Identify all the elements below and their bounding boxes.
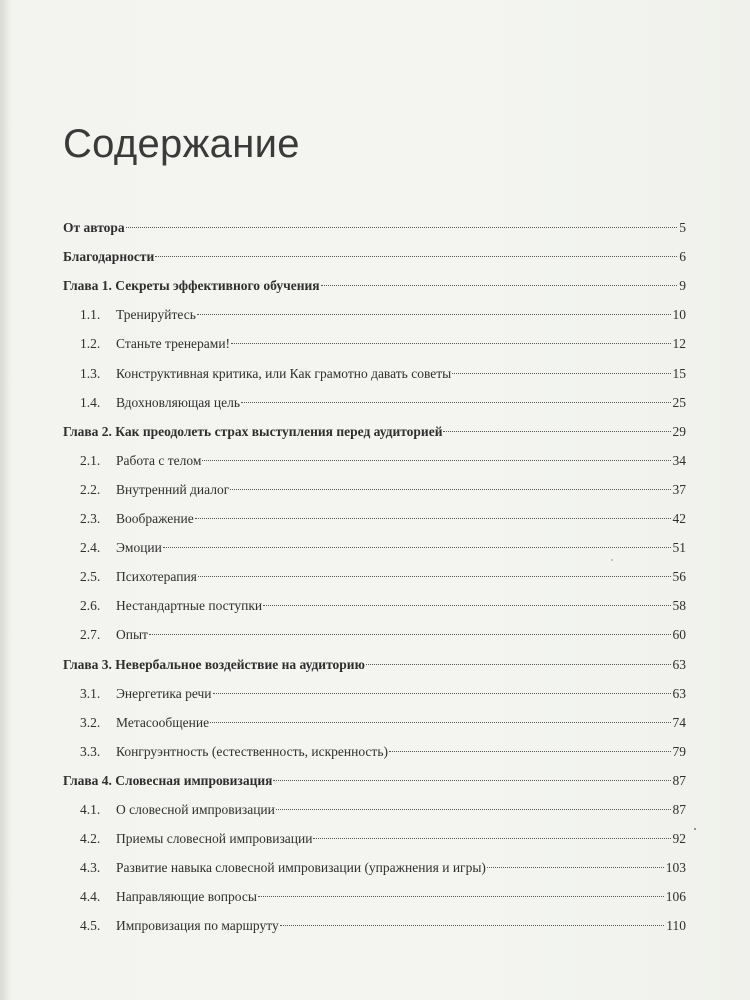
toc-section-entry [80, 684, 686, 704]
toc-leader-dots [366, 664, 671, 665]
toc-entry-label: Тренируйтесь [116, 307, 196, 322]
toc-chapter-entry [63, 655, 686, 675]
toc-leader-dots [313, 838, 670, 839]
toc-entry-label: Нестандартные поступки [116, 598, 263, 613]
toc-entry-page-number: 15 [672, 366, 686, 381]
toc-chapter-entry [63, 422, 686, 442]
toc-entry-label: Внутренний диалог [116, 482, 230, 497]
toc-entry-number: 3.2. [80, 715, 101, 730]
page-title: Содержание [63, 122, 300, 166]
toc-entry-page-number: 106 [665, 889, 686, 904]
toc-entry-number: 1.4. [80, 395, 101, 410]
toc-section-entry [80, 596, 686, 616]
toc-entry-number: 2.1. [80, 453, 101, 468]
toc-entry-page-number: 6 [679, 249, 686, 264]
toc-entry-label: Глава 1. Секреты эффективного обучения [63, 278, 320, 293]
toc-entry-page-number: 87 [672, 802, 686, 817]
toc-entry-number: 2.3. [80, 511, 101, 526]
toc-leader-dots [276, 809, 671, 810]
toc-section-entry [80, 480, 686, 500]
toc-entry-page-number: 74 [672, 715, 686, 730]
toc-entry-number: 1.1. [80, 307, 101, 322]
toc-leader-dots [198, 576, 671, 577]
toc-entry-page-number: 34 [672, 453, 686, 468]
toc-entry-label: Вдохновляющая цель [116, 395, 240, 410]
toc-entry-number: 2.2. [80, 482, 101, 497]
paper-speck [694, 828, 696, 830]
toc-entry-number: 2.5. [80, 569, 101, 584]
toc-section-entry [80, 625, 686, 645]
toc-chapter-entry [63, 276, 686, 296]
toc-entry-number: 4.2. [80, 831, 101, 846]
toc-leader-dots [389, 751, 671, 752]
toc-section-entry [80, 509, 686, 529]
toc-entry-number: 1.2. [80, 336, 101, 351]
toc-leader-dots [280, 925, 665, 926]
toc-chapter-entry [63, 771, 686, 791]
toc-entry-label: Конгруэнтность (естественность, искренность) [116, 744, 388, 759]
toc-entry-label: Глава 2. Как преодолеть страх выступления перед аудиторией [63, 424, 443, 439]
toc-leader-dots [258, 896, 664, 897]
toc-entry-label: Глава 4. Словесная импровизация [63, 773, 273, 788]
toc-entry-page-number: 58 [672, 598, 686, 613]
toc-section-entry [80, 887, 686, 907]
toc-leader-dots [231, 343, 670, 344]
toc-section-entry [80, 829, 686, 849]
toc-leader-dots [443, 431, 670, 432]
toc-entry-label: Работа с телом [116, 453, 202, 468]
toc-section-entry [80, 364, 686, 384]
toc-entry-label: Развитие навыка словесной импровизации (упражнения и игры) [116, 860, 486, 875]
toc-entry-label: Энергетика речи [116, 686, 212, 701]
toc-entry-page-number: 92 [672, 831, 686, 846]
toc-leader-dots [195, 518, 671, 519]
toc-entry-label: Глава 3. Невербальное воздействие на аудиторию [63, 657, 365, 672]
toc-entry-page-number: 12 [672, 336, 686, 351]
toc-entry-label: Метасообщение [116, 715, 210, 730]
toc-leader-dots [241, 402, 671, 403]
toc-entry-page-number: 63 [672, 657, 686, 672]
toc-entry-page-number: 29 [672, 424, 686, 439]
toc-chapter-entry [63, 218, 686, 238]
toc-entry-label: Психотерапия [116, 569, 197, 584]
toc-leader-dots [202, 460, 670, 461]
toc-leader-dots [149, 634, 671, 635]
toc-leader-dots [230, 489, 670, 490]
toc-entry-number: 4.3. [80, 860, 101, 875]
toc-section-entry [80, 742, 686, 762]
toc-entry-number: 3.1. [80, 686, 101, 701]
toc-entry-page-number: 79 [672, 744, 686, 759]
toc-entry-number: 2.6. [80, 598, 101, 613]
toc-entry-label: О словесной импровизации [116, 802, 275, 817]
toc-entry-label: Импровизация по маршруту [116, 918, 279, 933]
toc-leader-dots [213, 693, 671, 694]
toc-entry-page-number: 42 [672, 511, 686, 526]
toc-leader-dots [155, 256, 677, 257]
toc-entry-label: От автора [63, 220, 125, 235]
toc-entry-page-number: 5 [679, 220, 686, 235]
toc-entry-label: Благодарности [63, 249, 155, 264]
toc-entry-label: Воображение [116, 511, 194, 526]
toc-section-entry [80, 334, 686, 354]
toc-section-entry [80, 916, 686, 936]
toc-section-entry [80, 538, 686, 558]
toc-entry-page-number: 37 [672, 482, 686, 497]
toc-entry-number: 4.5. [80, 918, 101, 933]
toc-entry-page-number: 87 [672, 773, 686, 788]
toc-leader-dots [321, 285, 678, 286]
toc-entry-page-number: 25 [672, 395, 686, 410]
toc-entry-number: 1.3. [80, 366, 101, 381]
toc-leader-dots [210, 722, 670, 723]
toc-section-entry [80, 451, 686, 471]
toc-entry-page-number: 110 [666, 918, 686, 933]
toc-leader-dots [126, 227, 678, 228]
toc-entry-number: 4.1. [80, 802, 101, 817]
toc-leader-dots [273, 780, 670, 781]
toc-entry-page-number: 60 [672, 627, 686, 642]
toc-chapter-entry [63, 247, 686, 267]
toc-entry-number: 2.7. [80, 627, 101, 642]
toc-section-entry [80, 858, 686, 878]
toc-entry-number: 3.3. [80, 744, 101, 759]
paper-speck [611, 559, 613, 561]
toc-leader-dots [487, 867, 664, 868]
toc-entry-label: Эмоции [116, 540, 162, 555]
toc-entry-page-number: 51 [672, 540, 686, 555]
toc-entry-number: 4.4. [80, 889, 101, 904]
toc-section-entry [80, 393, 686, 413]
toc-entry-page-number: 63 [672, 686, 686, 701]
toc-entry-page-number: 56 [672, 569, 686, 584]
toc-section-entry [80, 800, 686, 820]
toc-section-entry [80, 567, 686, 587]
toc-entry-label: Конструктивная критика, или Как грамотно давать советы [116, 366, 452, 381]
toc-entry-label: Приемы словесной импровизации [116, 831, 313, 846]
toc-section-entry [80, 305, 686, 325]
toc-leader-dots [263, 605, 670, 606]
toc-entry-page-number: 103 [665, 860, 686, 875]
toc-entry-page-number: 10 [672, 307, 686, 322]
toc-leader-dots [163, 547, 671, 548]
toc-entry-label: Станьте тренерами! [116, 336, 231, 351]
toc-entry-label: Направляющие вопросы [116, 889, 257, 904]
toc-entry-page-number: 9 [679, 278, 686, 293]
toc-leader-dots [197, 314, 671, 315]
toc-entry-label: Опыт [116, 627, 148, 642]
toc-section-entry [80, 713, 686, 733]
toc-leader-dots [452, 373, 670, 374]
toc-entry-number: 2.4. [80, 540, 101, 555]
